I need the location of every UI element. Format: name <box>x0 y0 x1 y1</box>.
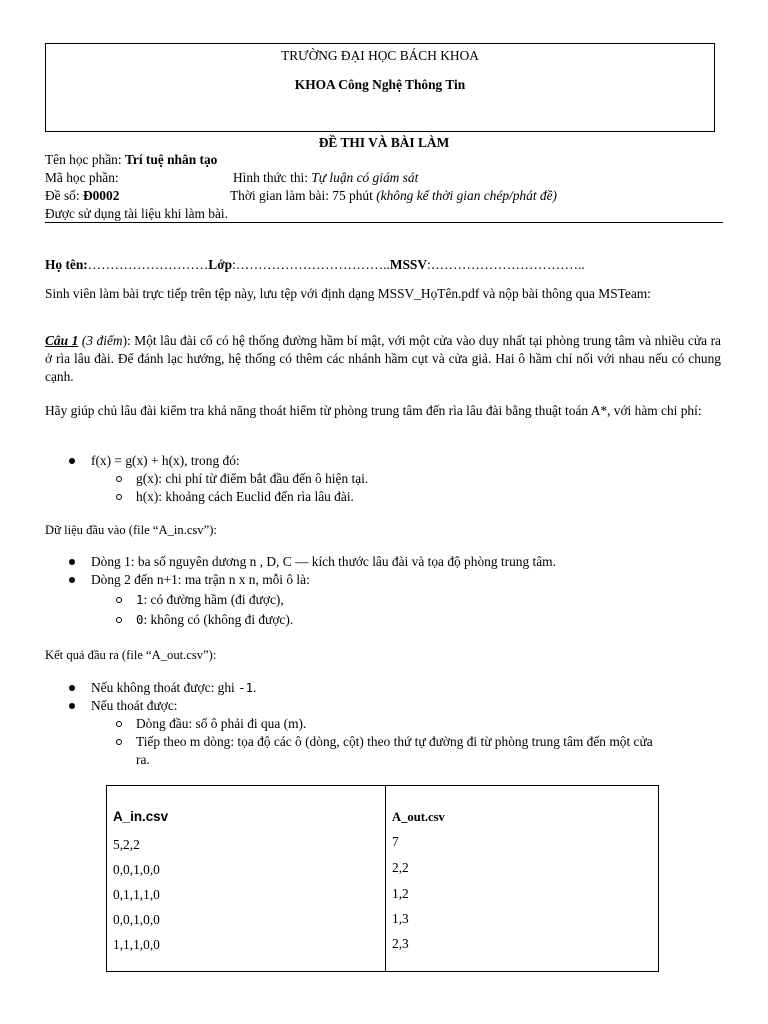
value-1-item <box>136 591 284 609</box>
faculty-name: KHOA Công Nghệ Thông Tin <box>294 77 466 92</box>
output-column-header: A_out.csv <box>392 810 445 824</box>
out-fail-value: -1 <box>238 680 254 695</box>
input-cell: 1,1,1,0,0 <box>113 937 160 952</box>
circle-bullet-icon <box>116 476 122 482</box>
value-0: 0 <box>136 612 144 627</box>
circle-bullet-icon <box>116 617 122 623</box>
value-1-desc: : có đường hầm (đi được), <box>143 592 284 607</box>
bullet-icon <box>69 458 75 464</box>
question-label: Câu 1 <box>45 333 79 348</box>
submission-instructions: Sinh viên làm bài trực tiếp trên tệp này, lưu tệp với định dạng MSSV_HọTên.pdf và nộp bài thông qua MSTeam: <box>45 286 651 301</box>
question-points-close: ): <box>122 333 131 348</box>
input-cell: 0,0,1,0,0 <box>113 862 160 877</box>
input-line-2: Dòng 2 đến n+1: ma trận n x n, mỗi ô là: <box>91 572 310 587</box>
student-id-field[interactable]: :…………………………….. <box>427 257 585 272</box>
out-next-line: Tiếp theo m dòng: tọa độ các ô (dòng, cột) theo thứ tự đường đi từ phòng trung tâm đến một cửa <box>136 734 653 749</box>
time-label: Thời gian làm bài: 75 phút <box>230 188 377 203</box>
io-example-table <box>106 785 659 972</box>
bullet-icon <box>69 703 75 709</box>
format-value: Tự luận có giám sát <box>311 170 419 185</box>
circle-bullet-icon <box>116 739 122 745</box>
course-line <box>45 151 217 169</box>
format-line <box>233 169 418 187</box>
output-cell: 2,3 <box>392 936 409 951</box>
university-name: TRƯỜNG ĐẠI HỌC BÁCH KHOA <box>281 48 479 63</box>
course-code-label: Mã học phần: <box>45 170 119 185</box>
output-cell: 7 <box>392 834 399 849</box>
g-definition: g(x): chi phí từ điểm bắt đầu đến ô hiện tại. <box>136 471 369 486</box>
exam-number-line <box>45 187 119 205</box>
bullet-icon <box>69 577 75 583</box>
class-field[interactable]: :…………………………….. <box>232 257 390 272</box>
bullet-icon <box>69 559 75 565</box>
exam-title: ĐỀ THI VÀ BÀI LÀM <box>318 135 450 150</box>
output-cell: 1,3 <box>392 911 409 926</box>
out-first-line: Dòng đầu: số ô phải đi qua (m). <box>136 716 307 731</box>
materials-note: Được sử dụng tài liệu khi làm bài. <box>45 206 228 221</box>
time-line <box>230 187 557 205</box>
name-field[interactable]: ……………………… <box>87 257 209 272</box>
value-0-item <box>136 611 293 629</box>
out-ok-item: Nếu thoát được: <box>91 698 178 713</box>
input-line-1: Dòng 1: ba số nguyên dương n , D, C — kích thước lâu đài và tọa độ phòng trung tâm. <box>91 554 556 569</box>
circle-bullet-icon <box>116 721 122 727</box>
question-text: Một lâu đài cổ có hệ thống đường hầm bí mật, với một cửa vào duy nhất tại phòng trung tâm và nhiều cửa ra ở rìa lâu đài. Để đánh lạc hướng, hệ thống có thêm các nhánh hầm cụt và cửa giả. Hai ô hầm chỉ nối với nhau nếu có chung cạnh. <box>45 333 721 384</box>
value-1: 1 <box>136 592 144 607</box>
output-heading: Kết quả đầu ra (file “A_out.csv”): <box>45 648 217 662</box>
formula-list <box>0 452 768 512</box>
table-divider <box>385 786 386 971</box>
header-box <box>45 43 715 132</box>
exam-number-value: Đ0002 <box>82 188 120 203</box>
exam-number-label: Đề số: <box>45 188 83 203</box>
input-heading: Dữ liệu đầu vào (file “A_in.csv”): <box>45 523 217 537</box>
circle-bullet-icon <box>116 494 122 500</box>
input-cell: 0,0,1,0,0 <box>113 912 160 927</box>
h-definition: h(x): khoảng cách Euclid đến rìa lâu đài. <box>136 489 354 504</box>
circle-bullet-icon <box>116 597 122 603</box>
formula: f(x) = g(x) + h(x), trong đó: <box>91 453 240 468</box>
out-fail-item <box>91 679 256 697</box>
output-cell: 2,2 <box>392 860 409 875</box>
question-task: Hãy giúp chủ lâu đài kiểm tra khả năng thoát hiểm từ phòng trung tâm đến rìa lâu đài bằng thuật toán A*, với hàm chi phí: <box>45 403 702 418</box>
input-cell: 0,1,1,1,0 <box>113 887 160 902</box>
question-1 <box>45 332 721 386</box>
course-value: Trí tuệ nhân tạo <box>124 152 218 167</box>
question-points: (3 điểm <box>78 333 123 348</box>
bullet-icon <box>69 685 75 691</box>
student-info-line <box>45 256 585 274</box>
input-cell: 5,2,2 <box>113 837 140 852</box>
out-next-line-cont: ra. <box>136 752 150 767</box>
input-spec-list <box>0 553 768 633</box>
class-label: Lớp <box>208 257 233 272</box>
value-0-desc: : không có (không đi được). <box>143 612 294 627</box>
student-id-label: MSSV <box>389 257 428 272</box>
output-spec-list <box>0 679 768 774</box>
out-fail-text: Nếu không thoát được: ghi <box>91 680 239 695</box>
name-label: Họ tên: <box>45 257 88 272</box>
input-column-header: A_in.csv <box>113 809 169 824</box>
out-fail-end: . <box>253 680 257 695</box>
time-note: (không kể thời gian chép/phát đề) <box>376 188 557 203</box>
course-label: Tên học phần: <box>45 152 125 167</box>
format-label: Hình thức thi: <box>233 170 312 185</box>
output-cell: 1,2 <box>392 886 409 901</box>
header-divider <box>45 222 723 223</box>
